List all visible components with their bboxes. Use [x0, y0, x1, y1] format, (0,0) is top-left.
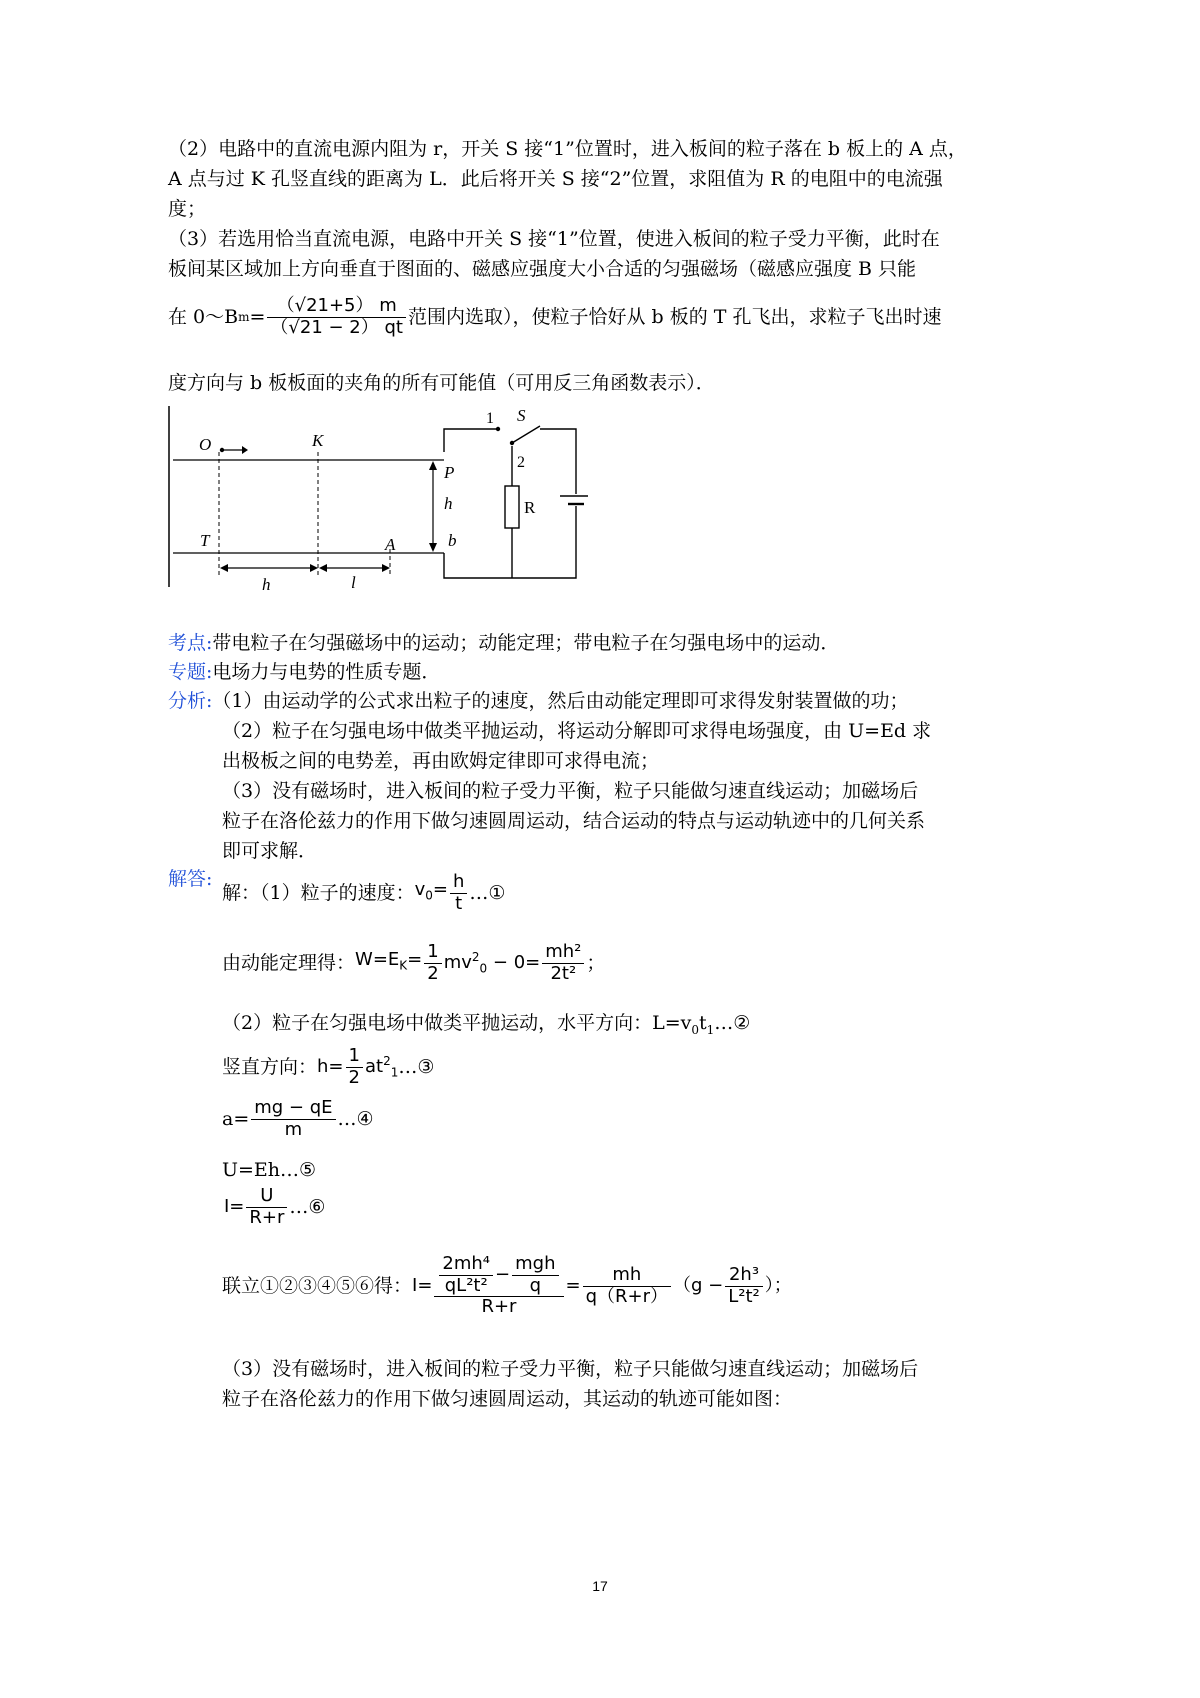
l-arrow-left — [319, 564, 327, 572]
s8-fraction-3 — [725, 1265, 763, 1307]
s2-mv-sup: 2 — [471, 950, 480, 965]
s2-equals: = — [407, 949, 423, 971]
question-part2-line1: （2）电路中的直流电源内阻为 r，开关 S 接“1”位置时，进入板间的粒子落在 b 板上的 A 点， — [168, 138, 967, 160]
zhuanti-row — [168, 659, 440, 685]
label-T: T — [200, 531, 210, 550]
zhuanti-text: 电场力与电势的性质专题． — [212, 661, 441, 683]
bm-equals: = — [249, 306, 266, 329]
s7-denominator: R+r — [249, 1206, 285, 1228]
s8-numerator-2: mh — [583, 1265, 671, 1287]
s4-fraction — [346, 1046, 363, 1088]
label-1: 1 — [486, 410, 494, 427]
question-part3-line3 — [168, 296, 941, 338]
s3-text: （2）粒子在匀强电场中做类平抛运动，水平方向：L=v — [222, 1012, 692, 1034]
solution-step4 — [222, 1046, 434, 1088]
s2-w-ek: W=E — [355, 949, 400, 971]
s8-denominator-3: L²t² — [728, 1285, 760, 1307]
label-R: R — [524, 498, 536, 517]
solution-step1 — [222, 872, 505, 914]
l-arrow-right — [382, 564, 390, 572]
s4-tag: …③ — [398, 1056, 435, 1079]
fenxi-label: 分析: — [168, 690, 213, 712]
fenxi-line3: 出极板之间的电势差，再由欧姆定律即可求得电流； — [222, 750, 660, 772]
fenxi-line4: （3）没有磁场时，进入板间的粒子受力平衡，粒子只能做匀速直线运动；加磁场后 — [222, 780, 919, 802]
s1-prefix: 解：（1）粒子的速度： — [222, 882, 415, 905]
bm-suffix: 范围内选取），使粒子恰好从 b 板的 T 孔飞出，求粒子飞出时速 — [407, 306, 942, 329]
solution-step8 — [222, 1254, 792, 1318]
label-A: A — [385, 535, 396, 554]
s8-inner-fraction-1 — [439, 1254, 493, 1296]
s5-lhs: a= — [222, 1108, 250, 1131]
s8-inner1-numerator: 2mh⁴ — [439, 1254, 493, 1276]
fenxi-line6: 即可求解． — [222, 840, 318, 862]
apparatus-circuit-diagram — [168, 404, 588, 592]
s1-numerator: h — [450, 872, 467, 894]
label-h-vertical: h — [444, 494, 453, 513]
s1-tag: …① — [469, 882, 506, 905]
s2-half-denominator: 2 — [427, 962, 439, 984]
s2-k-sub: K — [399, 958, 408, 973]
s2-half-numerator: 1 — [424, 942, 441, 964]
jieda-label: 解答: — [168, 868, 213, 890]
solution-step5 — [222, 1098, 374, 1140]
kaodian-row — [168, 630, 839, 656]
s8-paren-close: ）； — [764, 1275, 792, 1297]
bm-prefix: 在 0～B — [168, 306, 239, 329]
label-h-horizontal: h — [262, 575, 271, 592]
s2-minus: − 0= — [487, 952, 541, 974]
s3-sub2: 1 — [706, 1022, 715, 1037]
s8-inner-minus: − — [495, 1263, 511, 1285]
s1-equals: = — [432, 879, 448, 901]
s7-lhs: I= — [224, 1196, 245, 1218]
s5-denominator: m — [284, 1118, 303, 1140]
s4-numerator: 1 — [346, 1046, 363, 1068]
velocity-arrow-head — [242, 446, 248, 454]
solution-step7 — [224, 1186, 325, 1228]
s5-tag: …④ — [337, 1108, 374, 1131]
solution-step9-line2: 粒子在洛伦兹力的作用下做匀速圆周运动，其运动的轨迹可能如图： — [222, 1388, 793, 1410]
s7-numerator: U — [246, 1186, 287, 1208]
s4-denominator: 2 — [348, 1066, 360, 1088]
s4-sup: 2 — [383, 1054, 391, 1069]
h-horizontal-arrow-right — [310, 564, 318, 572]
s2-mv-sub: 0 — [479, 961, 488, 976]
s1-v-sub: 0 — [425, 888, 433, 903]
h-vertical-arrow-top — [429, 461, 437, 470]
bm-numerator: （√21+5） m — [267, 296, 406, 318]
s8-denominator-2: q（R+r） — [585, 1285, 669, 1307]
page-number: 17 — [592, 1578, 608, 1594]
s8-fraction-2 — [583, 1265, 671, 1307]
s4-at: at — [364, 1056, 384, 1078]
s3-tag: …② — [714, 1012, 751, 1034]
s4-sub: 1 — [390, 1065, 399, 1080]
s8-lhs: I= — [412, 1275, 433, 1297]
fenxi-line2: （2）粒子在匀强电场中做类平抛运动，将运动分解即可求得电场强度，由 U=Ed 求 — [222, 720, 932, 742]
kaodian-text: 带电粒子在匀强磁场中的运动；动能定理；带电粒子在匀强电场中的运动． — [212, 632, 840, 654]
switch-blade — [512, 426, 540, 443]
s8-equals-2: = — [565, 1275, 581, 1297]
resistor — [505, 486, 519, 528]
s8-inner2-denominator: q — [529, 1274, 542, 1296]
s8-inner1-denominator: qL²t² — [444, 1274, 488, 1296]
s4-rhs — [365, 1048, 398, 1086]
s1-denominator: t — [455, 892, 463, 914]
s8-inner2-numerator: mgh — [512, 1254, 558, 1276]
label-l: l — [351, 573, 356, 592]
circuit-wire-top-left — [444, 429, 498, 452]
s2-lhs — [355, 947, 422, 979]
s2-numerator: mh² — [542, 942, 584, 964]
s2-mid — [444, 944, 541, 982]
bm-subscript: m — [238, 310, 250, 325]
fenxi-row — [168, 688, 909, 714]
s1-fraction — [450, 872, 467, 914]
h-horizontal-arrow-left — [220, 564, 228, 572]
fenxi-line1: （1）由运动学的公式求出粒子的速度，然后由动能定理即可求得发射装置做的功； — [212, 690, 909, 712]
label-b: b — [448, 531, 457, 550]
s4-prefix: 竖直方向： — [222, 1056, 318, 1079]
s2-mv: mv — [443, 952, 472, 974]
solution-step6: U=Eh…⑤ — [222, 1159, 317, 1181]
s5-numerator: mg − qE — [251, 1098, 335, 1120]
fenxi-line5: 粒子在洛伦兹力的作用下做匀速圆周运动，结合运动的特点与运动轨迹中的几何关系 — [222, 810, 926, 832]
s2-denominator: 2t² — [550, 962, 577, 984]
s2-fraction — [542, 942, 584, 984]
s3-sub1: 0 — [691, 1022, 700, 1037]
bm-fraction — [267, 296, 406, 338]
solution-step2 — [222, 942, 605, 984]
circuit-wire-outer — [444, 429, 576, 578]
s8-numerator-3: 2h³ — [725, 1265, 763, 1287]
s7-tag: …⑥ — [289, 1196, 326, 1219]
s8-big-denominator: R+r — [481, 1296, 517, 1318]
s2-half-fraction — [424, 942, 441, 984]
question-part2-line2: A 点与过 K 孔竖直线的距离为 L．此后将开关 S 接“2”位置，求阻值为 R 的电阻中的电流强 — [168, 168, 943, 190]
s8-inner-fraction-2 — [512, 1254, 558, 1296]
solution-step9-line1: （3）没有磁场时，进入板间的粒子受力平衡，粒子只能做匀速直线运动；加磁场后 — [222, 1358, 919, 1380]
h-vertical-arrow-bottom — [429, 543, 437, 552]
s7-fraction — [246, 1186, 287, 1228]
label-2: 2 — [517, 454, 525, 471]
s2-prefix: 由动能定理得： — [222, 952, 356, 975]
switch-contact-1 — [496, 427, 500, 431]
question-part3-line1: （3）若选用恰当直流电源，电路中开关 S 接“1”位置，使进入板间的粒子受力平衡，此时在 — [168, 228, 940, 250]
zhuanti-label: 专题: — [168, 661, 213, 683]
s8-big-numerator — [434, 1254, 563, 1297]
s2-end: ； — [586, 952, 606, 975]
label-K: K — [312, 431, 324, 450]
label-S: S — [517, 406, 526, 425]
s8-paren-open: （g − — [673, 1275, 724, 1297]
s5-fraction — [251, 1098, 335, 1140]
solution-step3 — [222, 1010, 750, 1043]
s3-t: t — [699, 1012, 707, 1034]
s8-prefix: 联立①②③④⑤⑥得： — [222, 1275, 413, 1298]
s1-v: v — [414, 879, 426, 901]
question-part3-line2: 板间某区域加上方向垂直于图面的、磁感应强度大小合适的匀强磁场（磁感应强度 B 只能 — [168, 258, 917, 280]
bm-denominator: （√21 − 2） qt — [270, 316, 403, 338]
s4-lhs: h= — [317, 1056, 344, 1078]
kaodian-label: 考点: — [168, 632, 213, 654]
s1-lhs — [415, 877, 448, 909]
label-P: P — [444, 463, 455, 482]
question-part3-line4: 度方向与 b 板板面的夹角的所有可能值（可用反三角函数表示）． — [168, 372, 715, 394]
question-part2-line3: 度； — [168, 198, 207, 220]
label-O: O — [199, 435, 212, 454]
s8-big-fraction — [434, 1254, 563, 1318]
